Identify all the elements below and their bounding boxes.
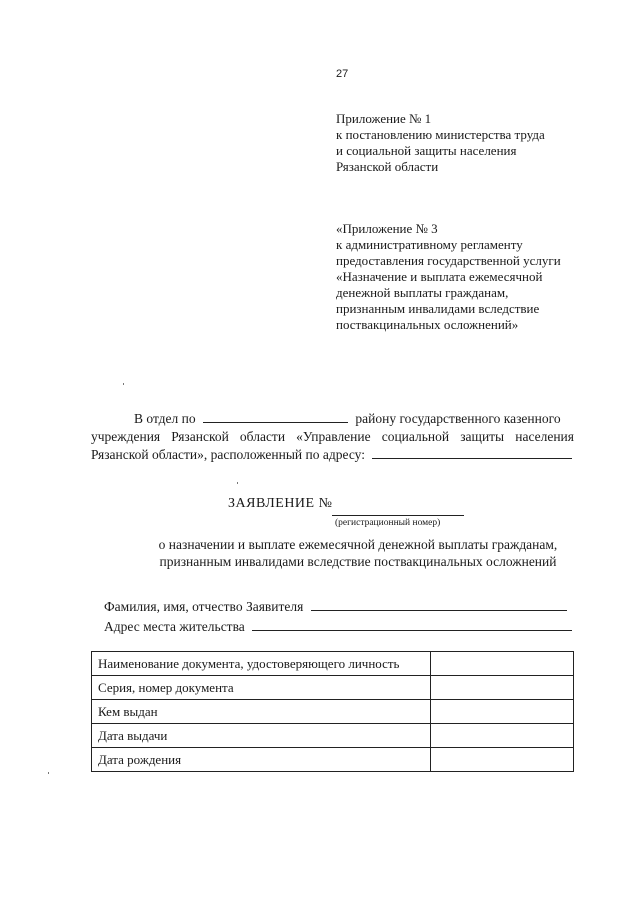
appendix-3-line: предоставления государственной услуги: [336, 253, 561, 268]
table-cell-label: Дата выдачи: [92, 724, 431, 748]
statement-title: ЗАЯВЛЕНИЕ №: [228, 496, 333, 511]
table-row: [92, 700, 574, 724]
subject-line: о назначении и выплате ежемесячной денежной выплаты гражданам,: [158, 537, 558, 552]
table-row: [92, 652, 574, 676]
scan-speck: [48, 772, 49, 774]
appendix-1-line: Рязанской области: [336, 159, 439, 174]
appendix-1-line: Приложение № 1: [336, 111, 432, 126]
scan-speck: [237, 482, 238, 484]
appendix-3-heading: [336, 221, 561, 333]
table-cell-label: Наименование документа, удостоверяющего личность: [92, 652, 431, 676]
applicant-name-field[interactable]: [311, 598, 567, 611]
identity-document-table: [91, 651, 574, 772]
district-blank-line[interactable]: [203, 410, 348, 423]
department-label-cont: району государственного казенного: [355, 411, 561, 426]
statement-subject: [148, 536, 568, 570]
subject-line: признанным инвалидами вследствие поствакцинальных осложнений: [159, 554, 557, 569]
table-cell-label: Серия, номер документа: [92, 676, 431, 700]
table-row: [92, 748, 574, 772]
appendix-1-heading: [336, 111, 545, 175]
table-cell-label: Кем выдан: [92, 700, 431, 724]
appendix-3-line: поствакцинальных осложнений»: [336, 317, 519, 332]
table-cell-value[interactable]: [431, 748, 574, 772]
table-cell-value[interactable]: [431, 724, 574, 748]
applicant-address-field[interactable]: [252, 618, 572, 631]
appendix-1-line: к постановлению министерства труда: [336, 127, 545, 142]
applicant-address-label: Адрес места жительства: [104, 619, 245, 634]
table-cell-value[interactable]: [431, 652, 574, 676]
address-label: Рязанской области», расположенный по адресу:: [91, 447, 365, 462]
appendix-3-line: «Назначение и выплата ежемесячной: [336, 269, 543, 284]
address-line-1: [134, 410, 561, 428]
table-cell-label: Дата рождения: [92, 748, 431, 772]
appendix-3-line: денежной выплаты гражданам,: [336, 285, 509, 300]
address-line-2: учреждения Рязанской области «Управление социальной защиты населения: [91, 429, 574, 444]
table-row: [92, 676, 574, 700]
registration-number-line[interactable]: [332, 515, 464, 516]
appendix-3-line: к административному регламенту: [336, 237, 523, 252]
table-row: [92, 724, 574, 748]
address-blank-line[interactable]: [372, 446, 572, 459]
appendix-1-line: и социальной защиты населения: [336, 143, 517, 158]
table-cell-value[interactable]: [431, 676, 574, 700]
appendix-3-line: «Приложение № 3: [336, 221, 438, 236]
registration-number-caption: (регистрационный номер): [335, 518, 441, 528]
scan-speck: [123, 383, 124, 385]
applicant-name-row: [104, 598, 567, 615]
appendix-3-line: признанным инвалидами вследствие: [336, 301, 540, 316]
applicant-address-row: [104, 618, 572, 635]
page-number: 27: [336, 68, 349, 80]
applicant-name-label: Фамилия, имя, отчество Заявителя: [104, 599, 304, 614]
table-cell-value[interactable]: [431, 700, 574, 724]
address-line-3: [91, 446, 572, 464]
department-label: В отдел по: [134, 411, 196, 426]
